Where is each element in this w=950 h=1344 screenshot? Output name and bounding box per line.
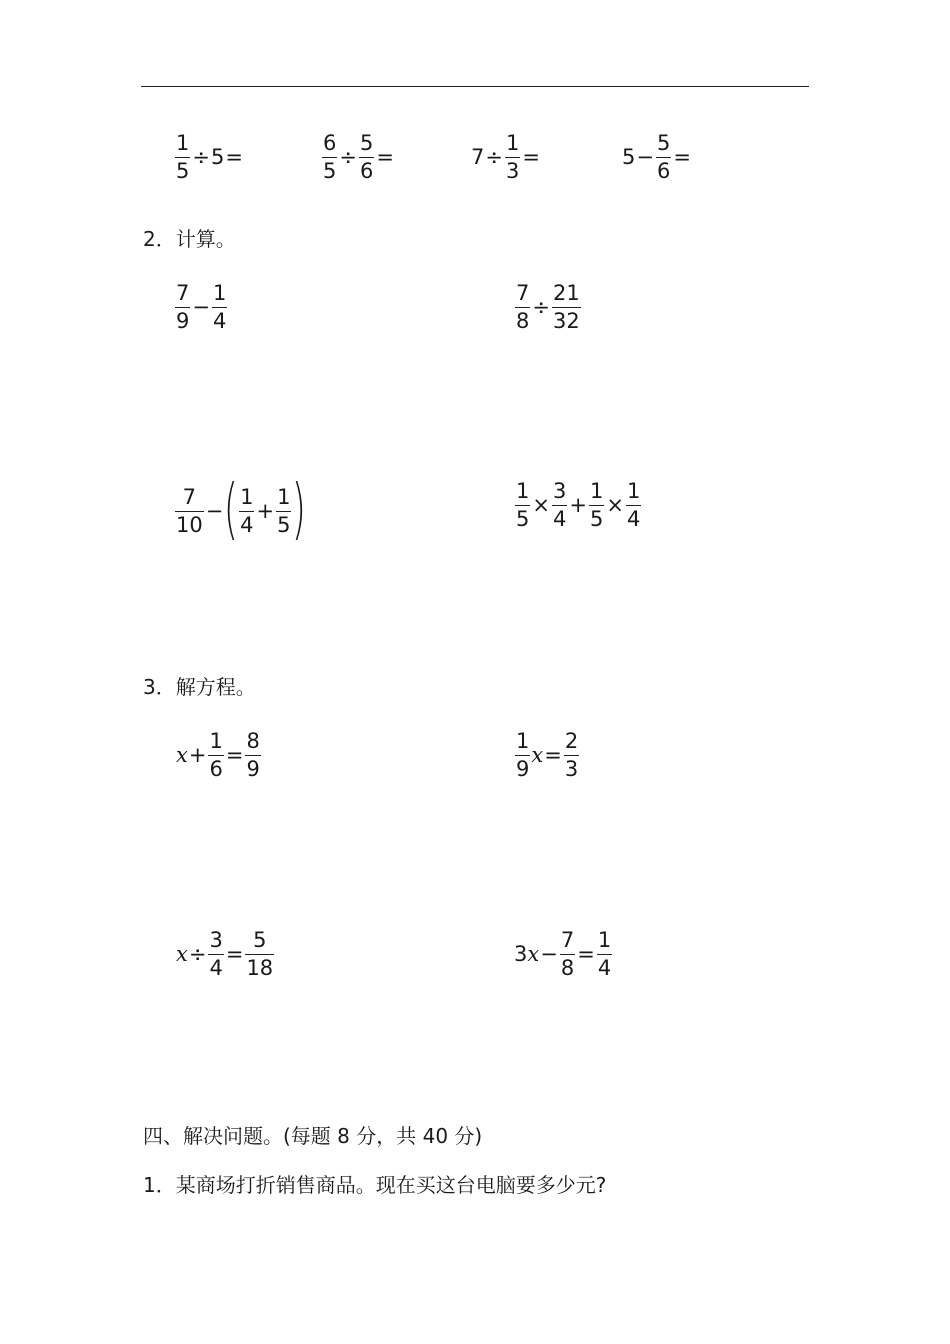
fraction: $\frac{21}{32}$ (552, 281, 580, 333)
section-4-title: 四、解决问题。(每题 8 分，共 40 分) (143, 1124, 483, 1148)
calc-q4: $\frac{1}{5}$ × $\frac{3}{4}$ + $\frac{1}{5}$ × $\frac{1}{4}$ (516, 479, 641, 531)
fraction: $\frac{5}{6}$ (656, 131, 671, 183)
expr-1-over-5-div-5: $\frac{1}{5}$ ÷ 5 = (176, 131, 243, 183)
expr-6-over-5-div-5-over-6: $\frac{6}{5}$ ÷ $\frac{5}{6}$ = (323, 131, 394, 183)
problem-1-text: 1．某商场打折销售商品。现在买这台电脑要多少元? (143, 1173, 607, 1197)
calc-q2: $\frac{7}{8}$ ÷ $\frac{21}{32}$ (516, 281, 580, 333)
fraction: $\frac{1}{3}$ (505, 131, 520, 183)
section-3-title: 3．解方程。 (143, 675, 256, 699)
fraction: $\frac{1}{5}$ (589, 479, 604, 531)
fraction: $\frac{3}{4}$ (552, 479, 567, 531)
fraction: $\frac{1}{5}$ (516, 479, 530, 531)
expr-7-div-1-over-3: 7 ÷ $\frac{1}{3}$ = (471, 131, 540, 183)
top-rule (141, 86, 809, 87)
fraction: $\frac{1}{9}$ (516, 729, 530, 781)
fraction: $\frac{7}{9}$ (176, 281, 190, 333)
fraction: $\frac{1}{4}$ (212, 281, 227, 333)
fraction: $\frac{3}{4}$ (209, 928, 223, 980)
equation-q3: x ÷ $\frac{3}{4}$ = $\frac{5}{18}$ (176, 928, 274, 980)
fraction: $\frac{1}{4}$ (597, 928, 612, 980)
fraction: $\frac{1}{4}$ (626, 479, 641, 531)
calc-q1: $\frac{7}{9}$ − $\frac{1}{4}$ (176, 281, 227, 333)
calc-q3: $\frac{7}{10}$ − ( $\frac{1}{4}$ + $\frac{1}{5}$ ) (176, 470, 307, 547)
fraction: $\frac{7}{8}$ (560, 928, 575, 980)
fraction: $\frac{7}{8}$ (516, 281, 530, 333)
fraction: $\frac{8}{9}$ (246, 729, 260, 781)
fraction: $\frac{1}{5}$ (277, 484, 291, 537)
fraction: $\frac{6}{5}$ (323, 131, 337, 183)
equation-q4: 3 x − $\frac{7}{8}$ = $\frac{1}{4}$ (514, 928, 612, 980)
fraction: $\frac{1}{5}$ (176, 131, 190, 183)
expr-5-minus-5-over-6: 5 − $\frac{5}{6}$ = (622, 131, 691, 183)
fraction: $\frac{1}{6}$ (209, 729, 223, 781)
left-paren: ( (224, 470, 239, 547)
fraction: $\frac{5}{18}$ (246, 928, 274, 980)
fraction: $\frac{2}{3}$ (564, 729, 579, 781)
fraction: $\frac{7}{10}$ (176, 484, 203, 537)
equation-q2: $\frac{1}{9}$ x = $\frac{2}{3}$ (516, 729, 579, 781)
right-paren: ) (292, 470, 307, 547)
section-2-title: 2．计算。 (143, 227, 236, 251)
equation-q1: x + $\frac{1}{6}$ = $\frac{8}{9}$ (176, 729, 260, 781)
fraction: $\frac{5}{6}$ (359, 131, 374, 183)
fraction: $\frac{1}{4}$ (240, 484, 254, 537)
